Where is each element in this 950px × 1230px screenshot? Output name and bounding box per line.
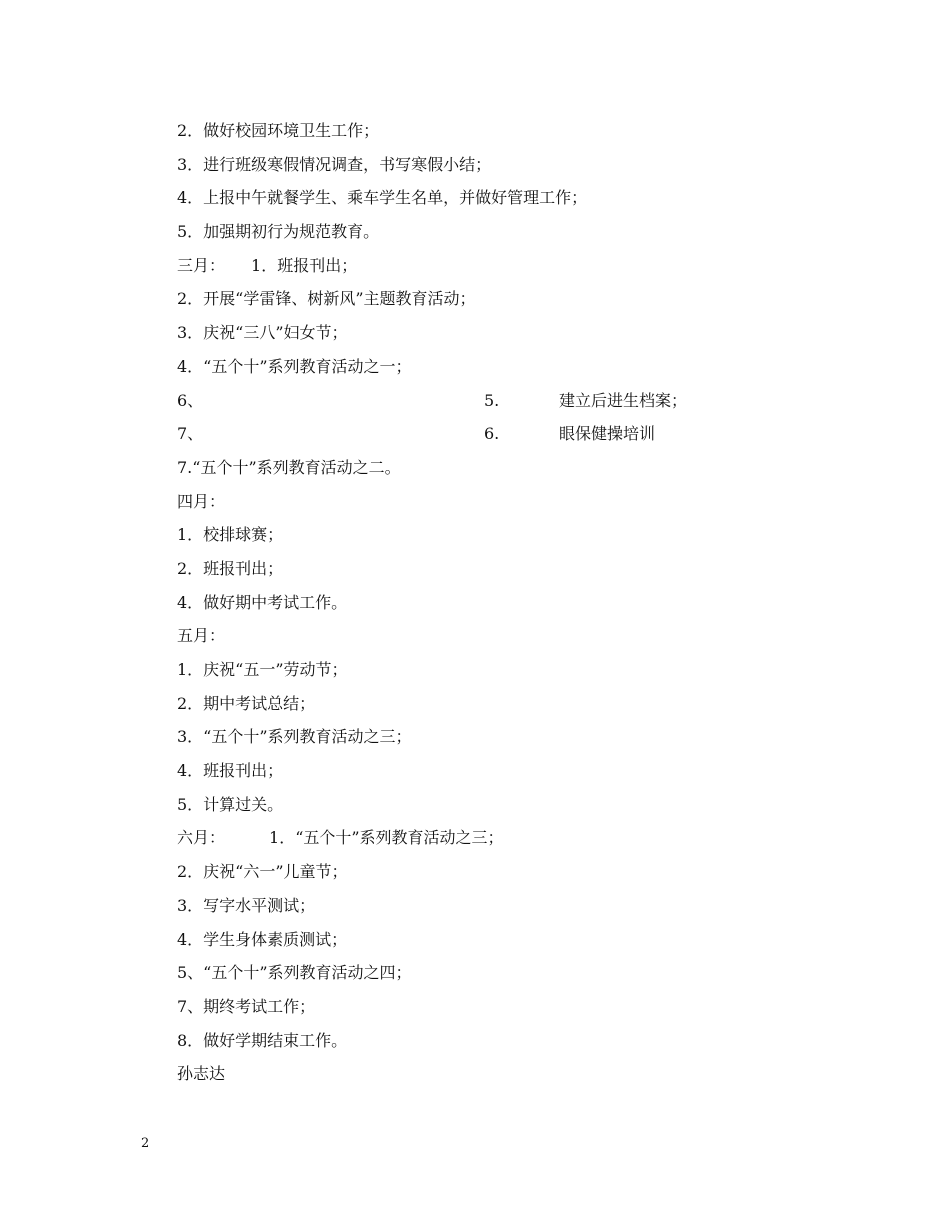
month-label: 三月： (177, 255, 226, 275)
text-line: 2．做好校园环境卫生工作； (177, 121, 380, 140)
text-line: 4．上报中午就餐学生、乘车学生名单，并做好管理工作； (177, 188, 588, 208)
section-heading: 五月： (177, 626, 226, 646)
table-row (177, 420, 797, 454)
text-line: 3．庆祝“三八”妇女节； (177, 323, 348, 343)
text-line: 1．庆祝“五一”劳动节； (177, 660, 348, 679)
text-line: 2．班报刊出； (177, 558, 284, 578)
table-row (177, 387, 797, 421)
month-heading-line (177, 252, 797, 286)
text-line: 4．学生身体素质测试； (177, 929, 348, 949)
text-line: 1．校排球赛； (177, 525, 284, 545)
table-cell: 眼保健操培训 (559, 424, 656, 444)
table-cell: 7、 (177, 424, 204, 444)
table-cell: 6、 (177, 390, 204, 410)
text-line: 2．开展“学雷锋、树新风”主题教育活动； (177, 289, 476, 309)
text-line: 3．“五个十”系列教育活动之三； (177, 727, 412, 747)
text-line: 7、期终考试工作； (177, 996, 316, 1016)
table-cell: 建立后进生档案； (559, 390, 688, 410)
month-label: 六月： (177, 828, 226, 848)
text-line: 5．加强期初行为规范教育。 (177, 222, 380, 242)
text-line: 4．“五个十”系列教育活动之一； (177, 356, 412, 376)
section-heading: 四月： (177, 491, 226, 511)
month-first-item: 1．班报刊出； (251, 255, 358, 275)
month-first-item: 1．“五个十”系列教育活动之三； (269, 828, 504, 848)
text-line: 2．期中考试总结； (177, 693, 316, 713)
text-line: 4．做好期中考试工作。 (177, 592, 348, 612)
text-line: 5．计算过关。 (177, 794, 284, 814)
text-line: 2．庆祝“六一”儿童节； (177, 862, 348, 882)
text-line: 7.“五个十”系列教育活动之二。 (177, 457, 401, 477)
document-body (177, 117, 797, 1094)
page-number: 2 (141, 1136, 150, 1151)
text-line: 3．写字水平测试； (177, 895, 316, 915)
text-line: 3．进行班级寒假情况调查，书写寒假小结； (177, 154, 492, 174)
table-cell: 5. (484, 390, 500, 410)
month-heading-line (177, 824, 797, 858)
text-line: 4．班报刊出； (177, 761, 284, 781)
text-line: 8．做好学期结束工作。 (177, 1030, 348, 1050)
text-line: 5、“五个十”系列教育活动之四； (177, 963, 412, 983)
table-cell: 6. (484, 424, 500, 444)
author-name: 孙志达 (177, 1064, 226, 1084)
